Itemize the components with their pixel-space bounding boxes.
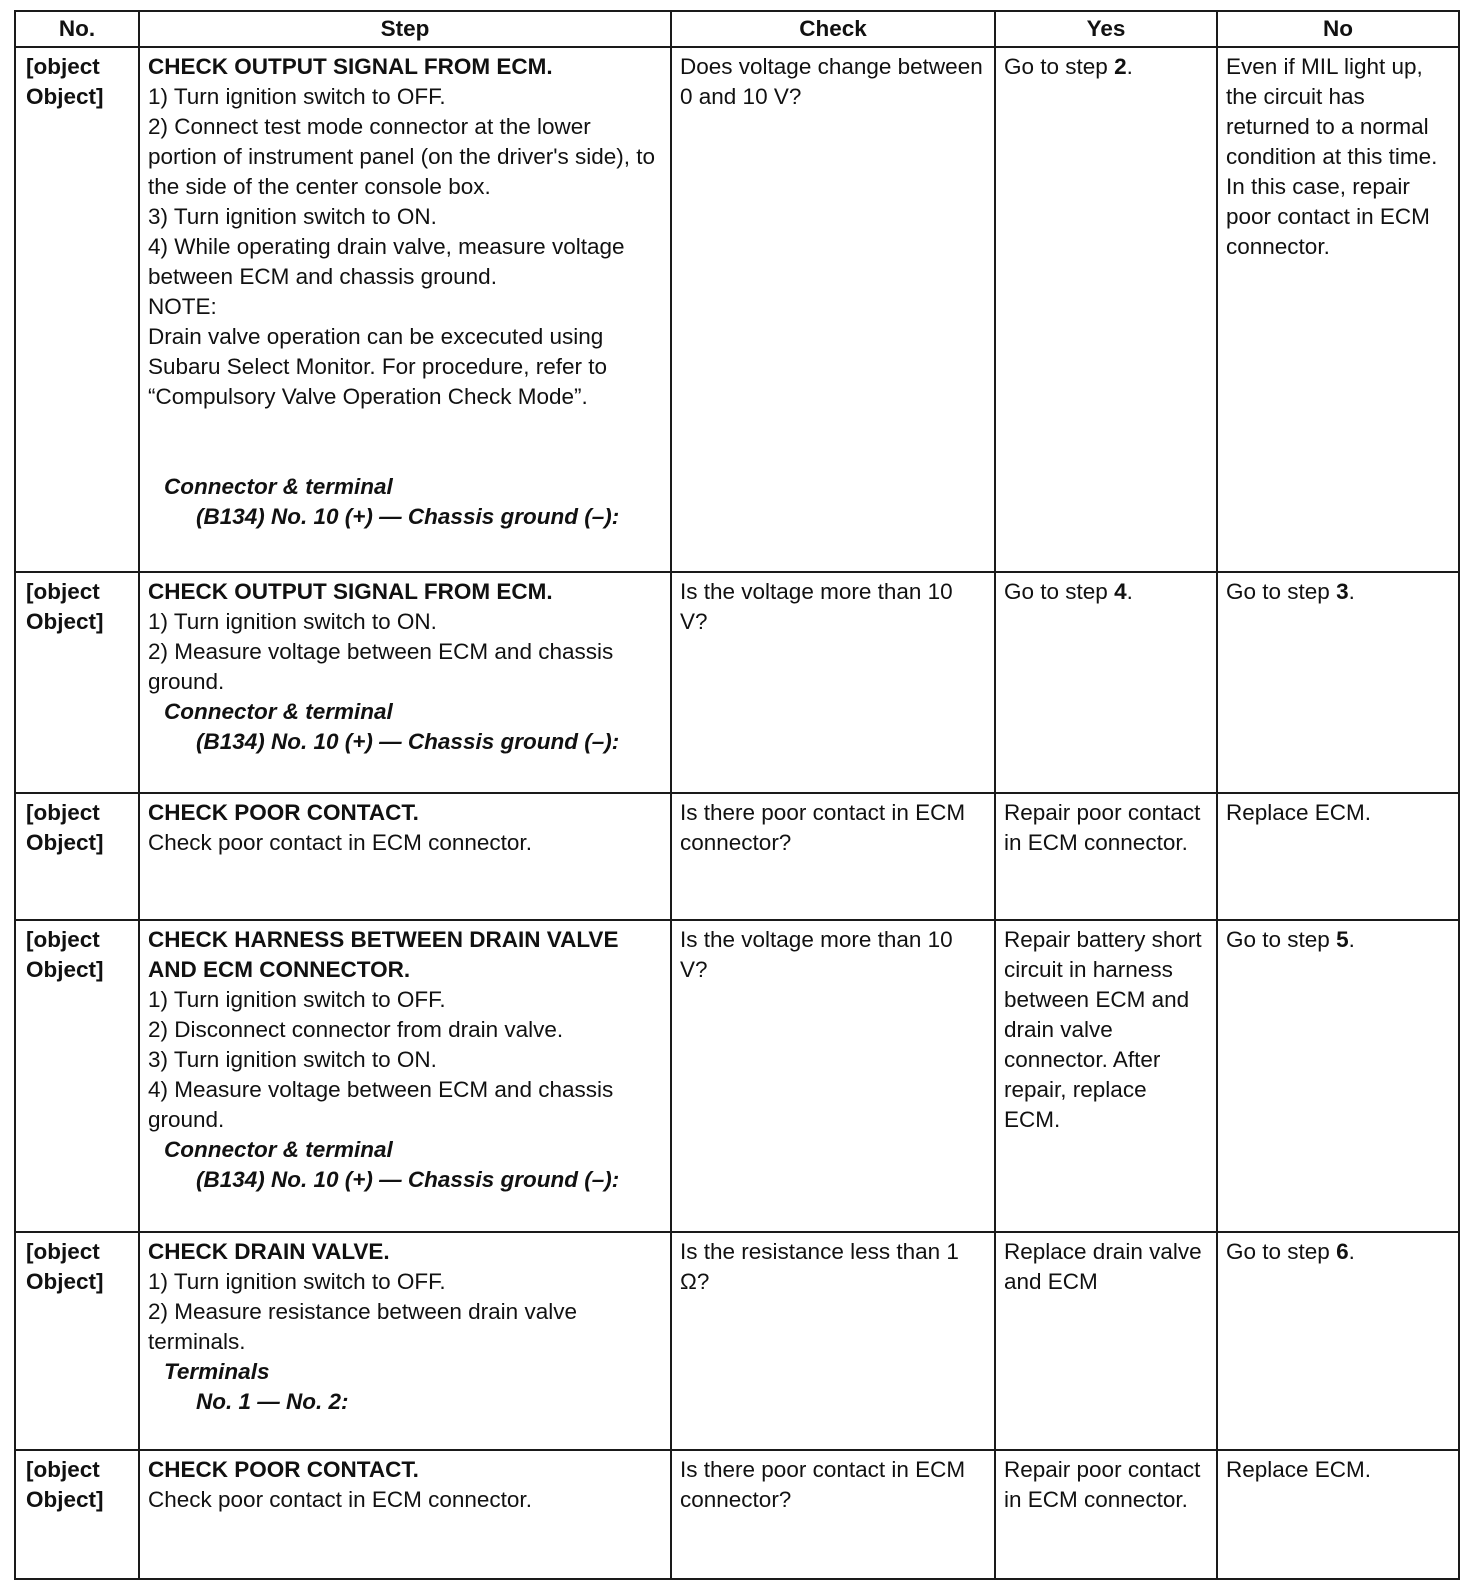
step-number: [object Object]	[15, 920, 139, 1232]
no-end: .	[1348, 927, 1355, 953]
yes-cell	[995, 47, 1217, 572]
header-check: Check	[671, 11, 995, 47]
yes-cell: Repair poor contact in ECM connector.	[995, 1450, 1217, 1579]
step-line: 1) Turn ignition switch to OFF.	[148, 84, 446, 109]
check-cell: Is the resistance less than 1 Ω?	[671, 1232, 995, 1450]
header-no: No.	[15, 11, 139, 47]
no-text: Go to step	[1226, 579, 1337, 605]
yes-step-ref: 4	[1114, 579, 1127, 605]
step-line: 2) Measure voltage between ECM and chassis ground.	[148, 639, 614, 695]
note-label: NOTE:	[148, 294, 217, 319]
step-title: CHECK OUTPUT SIGNAL FROM ECM.	[148, 54, 553, 79]
yes-end: .	[1126, 579, 1133, 605]
terminals-label: Terminals	[164, 1359, 270, 1385]
step-line: 1) Turn ignition switch to OFF.	[148, 987, 446, 1013]
no-cell	[1217, 1232, 1459, 1450]
no-cell: Replace ECM.	[1217, 1450, 1459, 1579]
step-number: [object Object]	[15, 1450, 139, 1579]
yes-end: .	[1126, 54, 1133, 79]
table-row	[15, 920, 1459, 1232]
step-line: 2) Disconnect connector from drain valve.	[148, 1017, 564, 1043]
check-cell: Is the voltage more than 10 V?	[671, 920, 995, 1232]
step-line: 2) Measure resistance between drain valve terminals.	[148, 1299, 577, 1355]
table-row	[15, 793, 1459, 920]
step-title: CHECK OUTPUT SIGNAL FROM ECM.	[148, 579, 553, 605]
step-cell	[139, 920, 671, 1232]
header-row	[15, 11, 1459, 47]
no-text: Go to step	[1226, 1239, 1337, 1265]
no-end: .	[1348, 579, 1355, 605]
table-row	[15, 1232, 1459, 1450]
connector-label: Connector & terminal	[164, 1137, 393, 1163]
step-title: CHECK HARNESS BETWEEN DRAIN VALVE AND ECM CONNECTOR.	[148, 927, 619, 983]
yes-step-ref: 2	[1114, 54, 1127, 79]
step-line: 1) Turn ignition switch to ON.	[148, 609, 437, 635]
no-cell: Replace ECM.	[1217, 793, 1459, 920]
step-line: 2) Connect test mode connector at the lower portion of instrument panel (on the driver's side), to the side of the center console box.	[148, 114, 656, 199]
connector-terminal: (B134) No. 10 (+) — Chassis ground (–):	[196, 1167, 620, 1193]
step-line: 1) Turn ignition switch to OFF.	[148, 1269, 446, 1295]
connector-label: Connector & terminal	[164, 699, 393, 725]
step-cell	[139, 793, 671, 920]
header-yes: Yes	[995, 11, 1217, 47]
step-cell	[139, 1450, 671, 1579]
step-title: CHECK POOR CONTACT.	[148, 1457, 419, 1483]
header-no-result: No	[1217, 11, 1459, 47]
yes-cell	[995, 572, 1217, 792]
step-line: Check poor contact in ECM connector.	[148, 829, 532, 855]
yes-cell: Repair poor contact in ECM connector.	[995, 793, 1217, 920]
check-cell: Does voltage change between 0 and 10 V?	[671, 47, 995, 572]
step-number: [object Object]	[15, 793, 139, 920]
step-line: 3) Turn ignition switch to ON.	[148, 1047, 437, 1073]
no-step-ref: 6	[1336, 1239, 1349, 1265]
step-line: Check poor contact in ECM connector.	[148, 1487, 532, 1513]
yes-cell: Replace drain valve and ECM	[995, 1232, 1217, 1450]
step-line: 4) Measure voltage between ECM and chassis ground.	[148, 1077, 614, 1133]
step-number: [object Object]	[15, 1232, 139, 1450]
no-cell	[1217, 572, 1459, 792]
table-row	[15, 572, 1459, 792]
no-cell: Even if MIL light up, the circuit has returned to a normal condition at this time. In this case, repair poor contact in ECM connector.	[1217, 47, 1459, 572]
table-row	[15, 47, 1459, 572]
step-number: [object Object]	[15, 572, 139, 792]
check-cell: Is there poor contact in ECM connector?	[671, 793, 995, 920]
connector-terminal: (B134) No. 10 (+) — Chassis ground (–):	[196, 504, 620, 529]
yes-text: Go to step	[1004, 54, 1115, 79]
no-text: Go to step	[1226, 927, 1337, 953]
diagnostic-procedure-table	[14, 10, 1460, 1580]
connector-label: Connector & terminal	[164, 474, 393, 499]
step-cell	[139, 1232, 671, 1450]
no-cell	[1217, 920, 1459, 1232]
step-number: [object Object]	[15, 47, 139, 572]
step-line: 4) While operating drain valve, measure voltage between ECM and chassis ground.	[148, 234, 625, 289]
no-step-ref: 5	[1336, 927, 1349, 953]
step-line: 3) Turn ignition switch to ON.	[148, 204, 437, 229]
yes-cell: Repair battery short circuit in harness between ECM and drain valve connector. After repair, replace ECM.	[995, 920, 1217, 1232]
yes-text: Go to step	[1004, 579, 1115, 605]
no-end: .	[1348, 1239, 1355, 1265]
spacer	[148, 412, 662, 472]
connector-terminal: (B134) No. 10 (+) — Chassis ground (–):	[196, 729, 620, 755]
note-text: Drain valve operation can be excecuted using Subaru Select Monitor. For procedure, refer to “Compulsory Valve Operation Check Mode”.	[148, 324, 607, 409]
header-step: Step	[139, 11, 671, 47]
step-cell	[139, 572, 671, 792]
no-step-ref: 3	[1336, 579, 1349, 605]
step-title: CHECK POOR CONTACT.	[148, 799, 419, 825]
check-cell: Is the voltage more than 10 V?	[671, 572, 995, 792]
terminals-value: No. 1 — No. 2:	[196, 1389, 349, 1415]
table-row	[15, 1450, 1459, 1579]
check-cell: Is there poor contact in ECM connector?	[671, 1450, 995, 1579]
step-cell	[139, 47, 671, 572]
step-title: CHECK DRAIN VALVE.	[148, 1239, 390, 1265]
